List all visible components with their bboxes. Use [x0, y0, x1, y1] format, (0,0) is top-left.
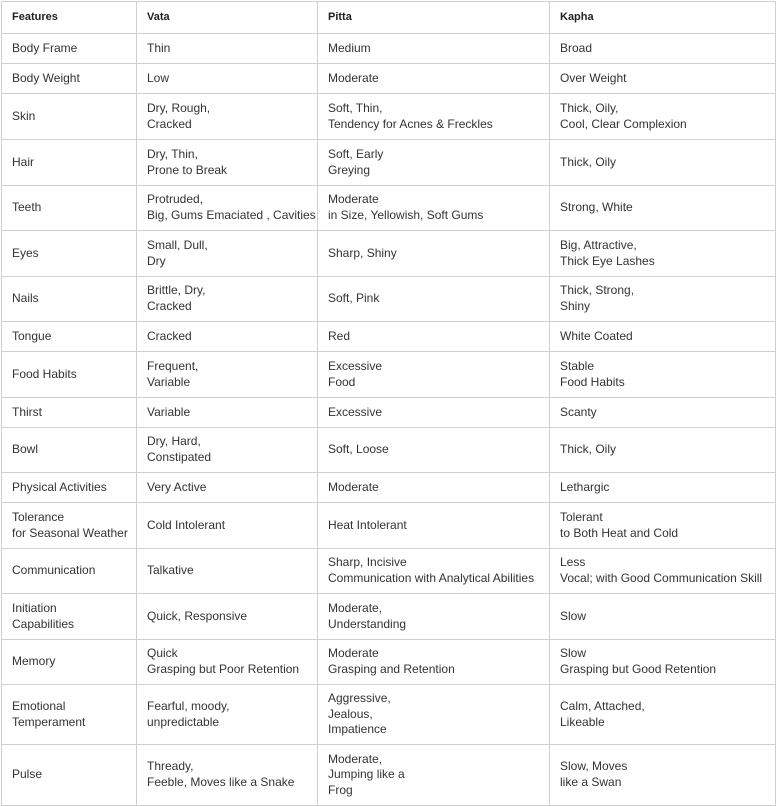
cell-text-line: Less: [560, 555, 586, 570]
cell-text-line: Nails: [12, 291, 39, 306]
feature-cell: [2, 640, 137, 685]
cell-text-line: Very Active: [147, 479, 207, 494]
table-row: [2, 398, 776, 428]
pitta-cell: [318, 322, 550, 352]
feature-cell: [2, 685, 137, 745]
kapha-cell: [550, 640, 776, 685]
vata-cell: [137, 745, 318, 806]
cell-text-line: Low: [147, 70, 170, 85]
table-header-row: [2, 2, 776, 34]
cell-text-line: Heat Intolerant: [328, 517, 407, 532]
cell-text-line: Skin: [12, 108, 36, 123]
pitta-cell: [318, 473, 550, 503]
vata-cell: [137, 503, 318, 549]
cell-text-line: Big, Attractive,: [560, 237, 637, 252]
cell-text-line: Talkative: [147, 563, 194, 578]
cell-text-line: Lethargic: [560, 479, 610, 494]
cell-text-line: Thick, Oily: [560, 442, 617, 457]
cell-text-line: Body Frame: [12, 40, 78, 55]
kapha-cell: [550, 398, 776, 428]
vata-cell: [137, 322, 318, 352]
kapha-cell: [550, 64, 776, 94]
kapha-cell: [550, 503, 776, 549]
vata-cell: [137, 685, 318, 745]
cell-text-line: Food Habits: [560, 374, 625, 389]
cell-text-line: Strong, White: [560, 200, 633, 215]
pitta-cell: [318, 64, 550, 94]
pitta-cell: [318, 640, 550, 685]
column-header-kapha: Kapha: [550, 2, 776, 34]
vata-cell: [137, 140, 318, 186]
cell-text-line: Communication: [12, 563, 96, 578]
cell-text-line: Understanding: [328, 616, 407, 631]
cell-text-line: like a Swan: [560, 775, 622, 789]
cell-text-line: Moderate: [328, 70, 379, 85]
table-row: [2, 685, 776, 745]
cell-text-line: Excessive: [328, 404, 383, 419]
cell-text-line: Thready,: [147, 759, 194, 774]
cell-text-line: Tolerant: [560, 509, 603, 524]
cell-text-line: Quick, Responsive: [147, 608, 248, 623]
cell-text-line: Soft, Pink: [328, 291, 380, 306]
feature-cell: [2, 549, 137, 594]
pitta-cell: [318, 398, 550, 428]
pitta-cell: [318, 594, 550, 640]
cell-text-line: Red: [328, 328, 351, 343]
kapha-cell: [550, 428, 776, 473]
cell-text-line: Greying: [328, 162, 371, 177]
feature-cell: [2, 322, 137, 352]
table-row: [2, 277, 776, 322]
feature-cell: [2, 594, 137, 640]
cell-text-line: Grasping and Retention: [328, 662, 455, 676]
vata-cell: [137, 398, 318, 428]
feature-cell: [2, 428, 137, 473]
cell-text-line: Food Habits: [12, 366, 77, 381]
cell-text-line: Moderate: [328, 479, 379, 494]
kapha-cell: [550, 186, 776, 231]
kapha-cell: [550, 140, 776, 186]
kapha-cell: [550, 473, 776, 503]
cell-text-line: Thick, Oily,: [560, 100, 619, 115]
kapha-cell: [550, 34, 776, 64]
feature-cell: [2, 473, 137, 503]
vata-cell: [137, 594, 318, 640]
cell-text-line: Quick: [147, 646, 178, 661]
table-row: [2, 186, 776, 231]
cell-text-line: Communication with Analytical Abilities: [328, 571, 535, 585]
cell-text-line: Moderate: [328, 192, 379, 207]
cell-text-line: Grasping but Poor Retention: [147, 662, 300, 676]
vata-cell: [137, 94, 318, 140]
cell-text-line: Shiny: [560, 299, 591, 313]
vata-cell: [137, 64, 318, 94]
cell-text-line: Slow, Moves: [560, 759, 628, 774]
table-row: [2, 322, 776, 352]
feature-cell: [2, 231, 137, 277]
pitta-cell: [318, 503, 550, 549]
cell-text-line: Moderate,: [328, 600, 383, 615]
kapha-cell: [550, 685, 776, 745]
cell-text-line: Physical Activities: [12, 479, 107, 494]
cell-text-line: Slow: [560, 608, 587, 623]
cell-text-line: Hair: [12, 154, 35, 169]
feature-cell: [2, 745, 137, 806]
table-row: [2, 594, 776, 640]
pitta-cell: [318, 140, 550, 186]
cell-text-line: Jealous,: [328, 706, 373, 721]
cell-text-line: Stable: [560, 358, 595, 373]
cell-text-line: Moderate,: [328, 751, 383, 766]
cell-text-line: Tongue: [12, 328, 52, 343]
cell-text-line: Brittle, Dry,: [147, 283, 206, 298]
cell-text-line: Cool, Clear Complexion: [560, 116, 687, 131]
table-row: [2, 94, 776, 140]
table-row: [2, 473, 776, 503]
cell-text-line: Initiation: [12, 600, 57, 615]
column-header-pitta: Pitta: [318, 2, 550, 34]
feature-cell: [2, 398, 137, 428]
cell-text-line: Frequent,: [147, 358, 199, 373]
feature-cell: [2, 34, 137, 64]
cell-text-line: Scanty: [560, 404, 597, 419]
cell-text-line: Sharp, Incisive: [328, 555, 407, 570]
column-header-features: Features: [2, 2, 137, 34]
vata-cell: [137, 428, 318, 473]
pitta-cell: [318, 277, 550, 322]
cell-text-line: Thick, Oily: [560, 154, 617, 169]
cell-text-line: Thick Eye Lashes: [560, 253, 655, 268]
cell-text-line: Eyes: [12, 245, 39, 260]
vata-cell: [137, 549, 318, 594]
table-row: [2, 745, 776, 806]
cell-text-line: Broad: [560, 40, 593, 55]
table-body: [2, 34, 776, 806]
vata-cell: [137, 34, 318, 64]
table-row: [2, 140, 776, 186]
table-row: [2, 231, 776, 277]
pitta-cell: [318, 745, 550, 806]
vata-cell: [137, 473, 318, 503]
cell-text-line: Prone to Break: [147, 162, 228, 177]
cell-text-line: Constipated: [147, 450, 212, 464]
pitta-cell: [318, 94, 550, 140]
cell-text-line: Temperament: [12, 714, 86, 729]
cell-text-line: Soft, Thin,: [328, 100, 383, 115]
kapha-cell: [550, 94, 776, 140]
table-row: [2, 352, 776, 398]
cell-text-line: Soft, Loose: [328, 442, 389, 457]
table-row: [2, 503, 776, 549]
cell-text-line: Moderate: [328, 646, 379, 661]
cell-text-line: Emotional: [12, 698, 66, 713]
cell-text-line: Memory: [12, 654, 56, 669]
cell-text-line: Cracked: [147, 116, 192, 131]
kapha-cell: [550, 594, 776, 640]
table-row: [2, 549, 776, 594]
table-row: [2, 34, 776, 64]
cell-text-line: Calm, Attached,: [560, 698, 645, 713]
cell-text-line: Impatience: [328, 722, 387, 737]
column-header-vata: Vata: [137, 2, 318, 34]
cell-text-line: Protruded,: [147, 192, 204, 207]
feature-cell: [2, 64, 137, 94]
cell-text-line: Teeth: [12, 200, 42, 215]
cell-text-line: Tolerance: [12, 509, 65, 524]
cell-text-line: Dry, Hard,: [147, 434, 201, 449]
cell-text-line: Grasping but Good Retention: [560, 662, 717, 676]
cell-text-line: Cold Intolerant: [147, 517, 226, 532]
cell-text-line: Over Weight: [560, 70, 627, 85]
cell-text-line: Small, Dull,: [147, 237, 208, 252]
feature-cell: [2, 94, 137, 140]
cell-text-line: Vocal; with Good Communication Skill: [560, 571, 763, 585]
kapha-cell: [550, 549, 776, 594]
cell-text-line: Aggressive,: [328, 691, 391, 706]
cell-text-line: Food: [328, 374, 356, 389]
cell-text-line: unpredictable: [147, 714, 220, 729]
table-row: [2, 64, 776, 94]
pitta-cell: [318, 352, 550, 398]
vata-cell: [137, 352, 318, 398]
cell-text-line: Frog: [328, 782, 353, 797]
feature-cell: [2, 186, 137, 231]
pitta-cell: [318, 34, 550, 64]
cell-text-line: White Coated: [560, 328, 633, 343]
table-row: [2, 640, 776, 685]
cell-text-line: Thirst: [12, 404, 42, 419]
prakriti-comparison-table: [1, 1, 776, 806]
cell-text-line: Medium: [328, 40, 371, 55]
cell-text-line: Bowl: [12, 442, 39, 457]
feature-cell: [2, 140, 137, 186]
pitta-cell: [318, 685, 550, 745]
cell-text-line: in Size, Yellowish, Soft Gums: [328, 208, 484, 222]
vata-cell: [137, 231, 318, 277]
pitta-cell: [318, 231, 550, 277]
kapha-cell: [550, 745, 776, 806]
cell-text-line: for Seasonal Weather: [12, 525, 128, 540]
cell-text-line: Sharp, Shiny: [328, 245, 397, 260]
pitta-cell: [318, 549, 550, 594]
kapha-cell: [550, 231, 776, 277]
feature-cell: [2, 503, 137, 549]
kapha-cell: [550, 322, 776, 352]
cell-text-line: Thick, Strong,: [560, 283, 635, 298]
cell-text-line: Cracked: [147, 328, 192, 343]
cell-text-line: Thin: [147, 40, 171, 55]
cell-text-line: Capabilities: [12, 616, 75, 631]
pitta-cell: [318, 186, 550, 231]
cell-text-line: Big, Gums Emaciated , Cavities: [147, 208, 316, 222]
cell-text-line: Body Weight: [12, 70, 80, 85]
kapha-cell: [550, 277, 776, 322]
cell-text-line: Dry, Thin,: [147, 146, 198, 161]
kapha-cell: [550, 352, 776, 398]
cell-text-line: Fearful, moody,: [147, 698, 230, 713]
cell-text-line: to Both Heat and Cold: [560, 525, 679, 540]
table-row: [2, 428, 776, 473]
cell-text-line: Likeable: [560, 714, 605, 729]
cell-text-line: Slow: [560, 646, 587, 661]
cell-text-line: Feeble, Moves like a Snake: [147, 775, 295, 789]
vata-cell: [137, 186, 318, 231]
cell-text-line: Pulse: [12, 767, 43, 782]
vata-cell: [137, 277, 318, 322]
cell-text-line: Variable: [147, 404, 191, 419]
cell-text-line: Variable: [147, 374, 191, 389]
pitta-cell: [318, 428, 550, 473]
cell-text-line: Jumping like a: [328, 767, 405, 782]
cell-text-line: Soft, Early: [328, 146, 384, 161]
cell-text-line: Excessive: [328, 358, 383, 373]
vata-cell: [137, 640, 318, 685]
feature-cell: [2, 277, 137, 322]
cell-text-line: Dry: [147, 253, 166, 268]
cell-text-line: Tendency for Acnes & Freckles: [328, 116, 493, 131]
feature-cell: [2, 352, 137, 398]
cell-text-line: Dry, Rough,: [147, 100, 211, 115]
cell-text-line: Cracked: [147, 299, 192, 313]
